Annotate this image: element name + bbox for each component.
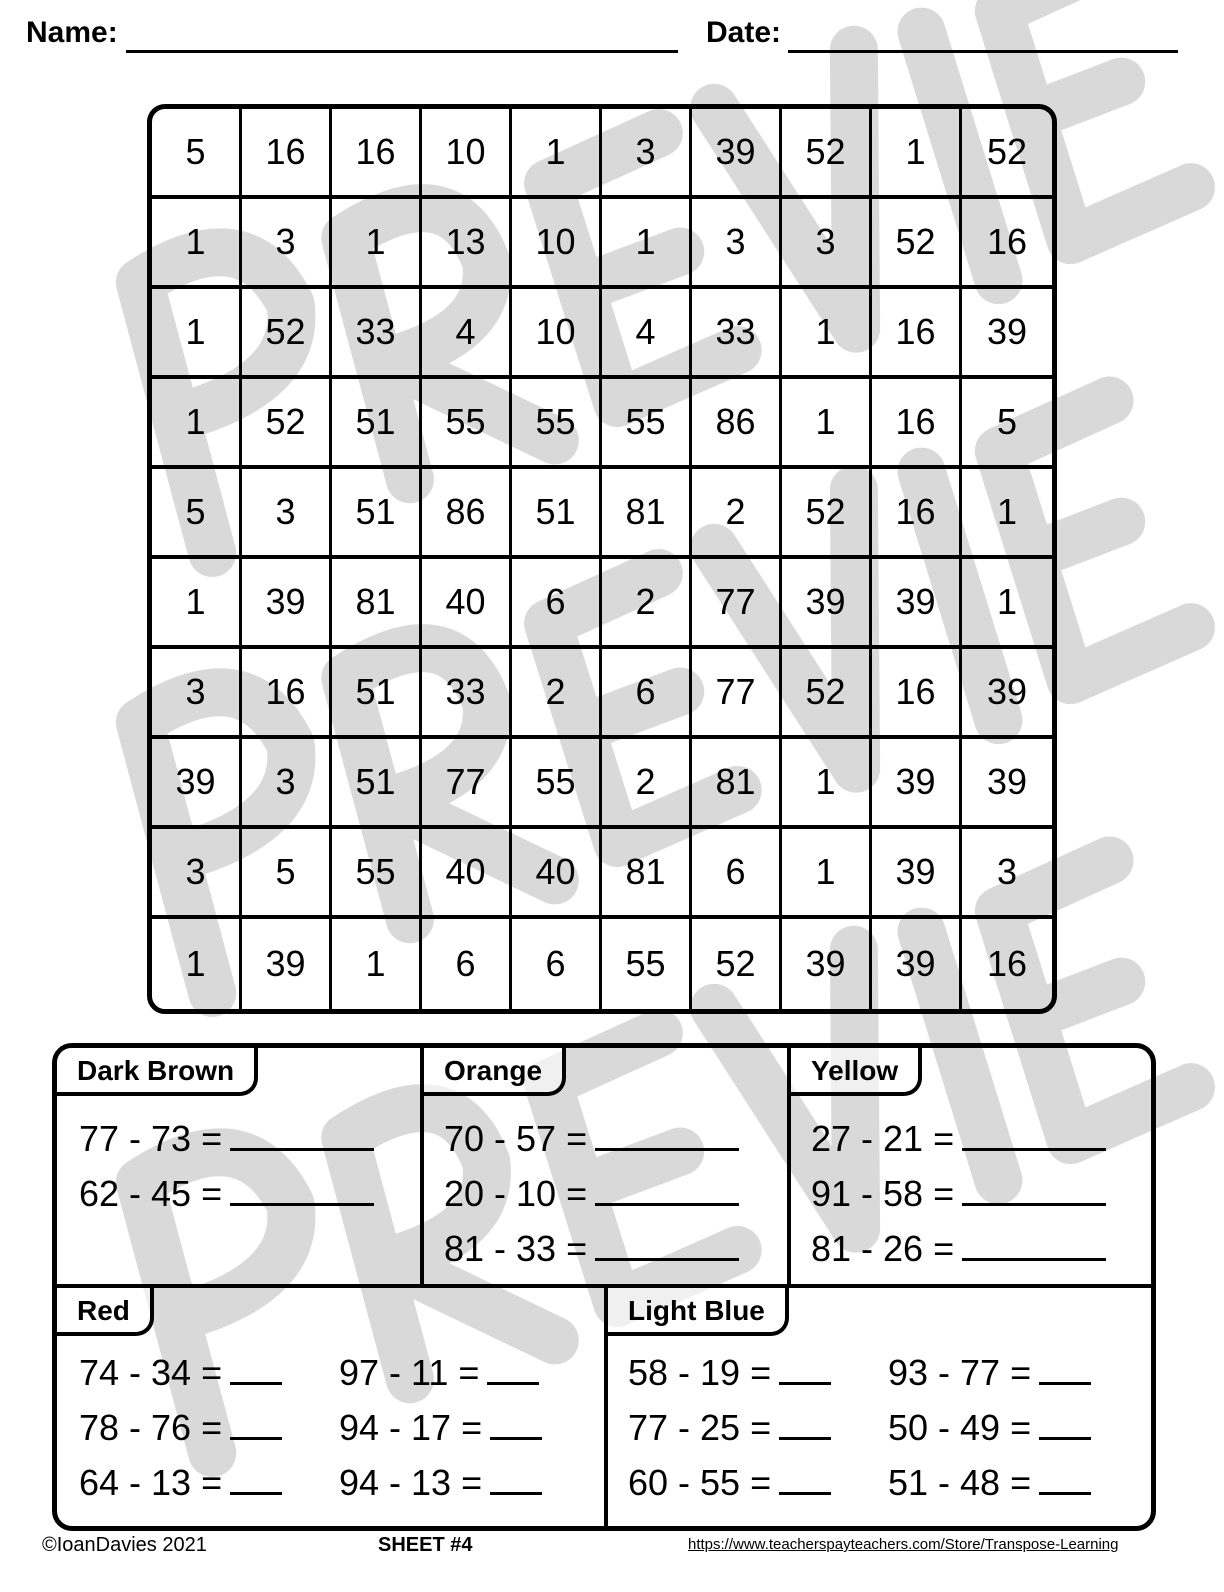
grid-cell[interactable]: 52 [782, 109, 872, 199]
grid-cell[interactable]: 5 [962, 379, 1052, 469]
grid-cell[interactable]: 39 [872, 919, 962, 1009]
answer-blank[interactable] [230, 1409, 282, 1440]
grid-cell[interactable]: 52 [242, 379, 332, 469]
grid-cell[interactable]: 3 [152, 649, 242, 739]
grid-cell[interactable]: 33 [422, 649, 512, 739]
grid-cell[interactable]: 16 [242, 649, 332, 739]
grid-cell[interactable]: 1 [152, 289, 242, 379]
grid-cell[interactable]: 1 [782, 379, 872, 469]
grid-cell[interactable]: 51 [512, 469, 602, 559]
equation: 20 - 10 = [444, 1173, 739, 1215]
grid-cell[interactable]: 5 [152, 469, 242, 559]
grid-cell[interactable]: 77 [692, 559, 782, 649]
equation: 81 - 26 = [811, 1228, 1106, 1270]
grid-cell[interactable]: 39 [242, 559, 332, 649]
equation: 93 - 77 = [888, 1352, 1091, 1394]
grid-cell[interactable]: 1 [962, 469, 1052, 559]
grid-cell[interactable]: 3 [152, 829, 242, 919]
grid-cell[interactable]: 33 [332, 289, 422, 379]
grid-cell[interactable]: 10 [512, 289, 602, 379]
grid-cell[interactable]: 39 [242, 919, 332, 1009]
answer-blank[interactable] [962, 1120, 1106, 1151]
grid-cell[interactable]: 1 [332, 199, 422, 289]
grid-cell[interactable]: 16 [962, 199, 1052, 289]
panel-title: Red [57, 1288, 154, 1336]
grid-cell[interactable]: 55 [422, 379, 512, 469]
answer-blank[interactable] [490, 1464, 542, 1495]
grid-cell[interactable]: 55 [332, 829, 422, 919]
grid-cell[interactable]: 1 [152, 559, 242, 649]
grid-cell[interactable]: 52 [872, 199, 962, 289]
grid-cell[interactable]: 39 [962, 289, 1052, 379]
grid-cell[interactable]: 39 [782, 919, 872, 1009]
answer-blank[interactable] [230, 1175, 374, 1206]
grid-cell[interactable]: 77 [422, 739, 512, 829]
grid-cell[interactable]: 2 [602, 739, 692, 829]
date-label: Date: [706, 16, 782, 49]
answer-blank[interactable] [779, 1409, 831, 1440]
grid-cell[interactable]: 39 [962, 739, 1052, 829]
grid-cell[interactable]: 40 [512, 829, 602, 919]
equation: 58 - 19 = [628, 1352, 831, 1394]
store-link[interactable]: https://www.teacherspayteachers.com/Store/Transpose-Learning [688, 1536, 1119, 1553]
panel-light-blue [608, 1288, 1152, 1526]
panel-red [57, 1288, 608, 1526]
equation: 97 - 11 = [339, 1352, 539, 1394]
grid-cell[interactable]: 86 [692, 379, 782, 469]
grid-cell[interactable]: 6 [692, 829, 782, 919]
grid-cell[interactable]: 1 [152, 919, 242, 1009]
answer-blank[interactable] [1039, 1464, 1091, 1495]
equation: 77 - 25 = [628, 1407, 831, 1449]
grid-cell[interactable]: 2 [602, 559, 692, 649]
grid-cell[interactable]: 3 [242, 469, 332, 559]
grid-cell[interactable]: 81 [602, 829, 692, 919]
grid-cell[interactable]: 33 [692, 289, 782, 379]
grid-cell[interactable]: 77 [692, 649, 782, 739]
grid-cell[interactable]: 1 [782, 739, 872, 829]
equation: 91 - 58 = [811, 1173, 1106, 1215]
grid-cell[interactable]: 39 [152, 739, 242, 829]
grid-cell[interactable]: 86 [422, 469, 512, 559]
panel-title: Light Blue [608, 1288, 789, 1336]
equation: 70 - 57 = [444, 1118, 739, 1160]
grid-cell[interactable]: 16 [872, 649, 962, 739]
equation: 62 - 45 = [79, 1173, 374, 1215]
grid-cell[interactable]: 3 [962, 829, 1052, 919]
answer-blank[interactable] [230, 1120, 374, 1151]
equation: 60 - 55 = [628, 1462, 831, 1504]
grid-cell[interactable]: 5 [242, 829, 332, 919]
grid-cell[interactable]: 3 [242, 739, 332, 829]
grid-cell[interactable]: 3 [602, 109, 692, 199]
answer-blank[interactable] [490, 1409, 542, 1440]
grid-cell[interactable]: 39 [962, 649, 1052, 739]
answer-blank[interactable] [779, 1464, 831, 1495]
grid-cell[interactable]: 55 [512, 379, 602, 469]
grid-cell[interactable]: 39 [872, 559, 962, 649]
equation: 27 - 21 = [811, 1118, 1106, 1160]
equation: 94 - 17 = [339, 1407, 542, 1449]
grid-cell[interactable]: 55 [602, 919, 692, 1009]
grid-cell[interactable]: 51 [332, 649, 422, 739]
grid-cell[interactable]: 6 [512, 559, 602, 649]
equation: 74 - 34 = [79, 1352, 282, 1394]
equation: 94 - 13 = [339, 1462, 542, 1504]
grid-cell[interactable]: 52 [782, 469, 872, 559]
date-field[interactable] [788, 50, 1178, 53]
answer-blank[interactable] [962, 1230, 1106, 1261]
grid-cell[interactable]: 10 [422, 109, 512, 199]
grid-cell[interactable]: 51 [332, 379, 422, 469]
grid-cell[interactable]: 16 [986, 943, 1028, 984]
equation: 51 - 48 = [888, 1462, 1091, 1504]
grid-cell[interactable]: 51 [332, 739, 422, 829]
grid-cell[interactable]: 1 [782, 829, 872, 919]
grid-cell[interactable]: 3 [782, 199, 872, 289]
color-by-number-grid [147, 104, 1057, 1014]
grid-cell[interactable]: 16 [332, 109, 422, 199]
header [26, 14, 1178, 56]
equation: 50 - 49 = [888, 1407, 1091, 1449]
panel-title: Orange [424, 1048, 566, 1096]
answer-blank[interactable] [779, 1354, 831, 1385]
panel-title: Dark Brown [57, 1048, 258, 1096]
answer-blank[interactable] [595, 1175, 739, 1206]
grid-cell[interactable]: 16 [242, 109, 332, 199]
panel-title: Yellow [791, 1048, 922, 1096]
panel-orange [424, 1048, 791, 1288]
grid-cell[interactable]: 13 [422, 199, 512, 289]
grid-cell[interactable]: 16 [872, 379, 962, 469]
grid-cell[interactable]: 40 [422, 829, 512, 919]
grid-cell[interactable]: 52 [782, 649, 872, 739]
grid-cell[interactable]: 1 [602, 199, 692, 289]
grid-cell[interactable]: 52 [242, 289, 332, 379]
grid-cell[interactable]: 40 [422, 559, 512, 649]
grid-cell[interactable]: 4 [602, 289, 692, 379]
grid-cell[interactable]: 16 [872, 469, 962, 559]
answer-blank[interactable] [1039, 1354, 1091, 1385]
answer-blank[interactable] [230, 1464, 282, 1495]
color-key [52, 1043, 1156, 1531]
grid-cell[interactable]: 55 [512, 739, 602, 829]
equation: 77 - 73 = [79, 1118, 374, 1160]
grid-cell[interactable]: 81 [332, 559, 422, 649]
grid-cell[interactable]: 1 [512, 109, 602, 199]
answer-blank[interactable] [962, 1175, 1106, 1206]
answer-blank[interactable] [595, 1120, 739, 1151]
grid-cell[interactable]: 5 [152, 109, 242, 199]
grid-cell[interactable]: 81 [692, 739, 782, 829]
answer-blank[interactable] [487, 1354, 539, 1385]
equation: 81 - 33 = [444, 1228, 739, 1270]
grid-cell[interactable]: 52 [962, 109, 1052, 199]
grid-cell[interactable]: 1 [962, 559, 1052, 649]
grid-cell[interactable]: 39 [872, 739, 962, 829]
grid-cell[interactable]: 52 [692, 919, 782, 1009]
grid-cell[interactable]: 51 [332, 469, 422, 559]
grid-cell[interactable]: 39 [692, 109, 782, 199]
answer-blank[interactable] [230, 1354, 282, 1385]
grid-cell[interactable]: 39 [872, 829, 962, 919]
name-label: Name: [26, 16, 118, 49]
name-field[interactable] [126, 50, 678, 53]
panel-yellow [791, 1048, 1152, 1288]
grid-cell[interactable]: 1 [152, 379, 242, 469]
answer-blank[interactable] [595, 1230, 739, 1261]
grid-cell[interactable]: 55 [602, 379, 692, 469]
grid-cell[interactable]: 6 [512, 919, 602, 1009]
answer-blank[interactable] [1039, 1409, 1091, 1440]
equation: 64 - 13 = [79, 1462, 282, 1504]
grid-cell[interactable]: 6 [602, 649, 692, 739]
sheet-number: SHEET #4 [378, 1534, 473, 1556]
grid-cell[interactable]: 10 [512, 199, 602, 289]
grid-cell[interactable]: 1 [872, 109, 962, 199]
grid-cell[interactable]: 1 [152, 199, 242, 289]
grid-cell[interactable]: 4 [422, 289, 512, 379]
grid-cell[interactable]: 16 [872, 289, 962, 379]
copyright: ©IoanDavies 2021 [42, 1534, 207, 1556]
grid-cell[interactable]: 1 [782, 289, 872, 379]
grid-cell[interactable]: 2 [692, 469, 782, 559]
grid-cell[interactable]: 3 [692, 199, 782, 289]
equation: 78 - 76 = [79, 1407, 282, 1449]
grid-cell[interactable]: 81 [602, 469, 692, 559]
grid-cell[interactable]: 6 [422, 919, 512, 1009]
grid-cell[interactable]: 39 [782, 559, 872, 649]
panel-dark-brown [57, 1048, 424, 1288]
grid-cell[interactable]: 3 [242, 199, 332, 289]
grid-cell[interactable]: 1 [332, 919, 422, 1009]
grid-cell[interactable]: 2 [512, 649, 602, 739]
